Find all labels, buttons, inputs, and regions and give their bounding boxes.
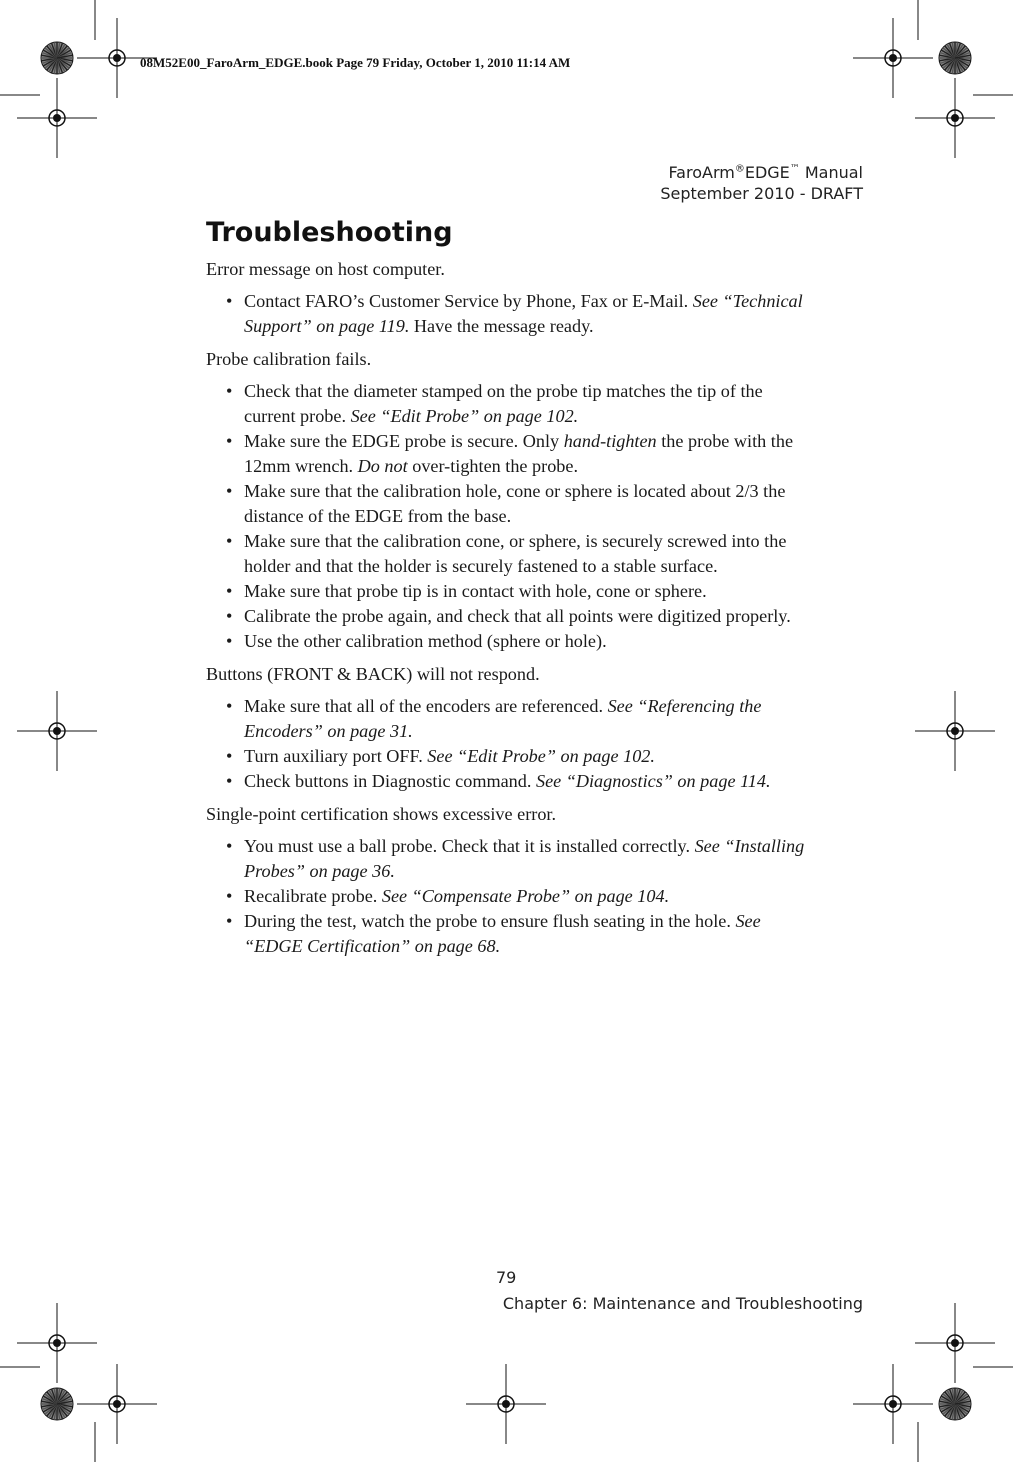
chapter-footer: Chapter 6: Maintenance and Troubleshooting [502, 1294, 863, 1313]
item-text: over-tighten the probe. [407, 456, 579, 476]
bullet-icon: • [226, 531, 233, 551]
cross-reference: See “Edit Probe” on page 102. [350, 406, 579, 426]
solution-item [206, 834, 816, 884]
emphasis-text: hand-tighten [563, 431, 657, 451]
solution-item [206, 884, 816, 909]
color-bar-star-icon [939, 42, 971, 74]
cross-reference: See “Referencing the Encoders” on page 31. [244, 696, 762, 741]
problem-statement: Single-point certification shows excessive error. [206, 804, 557, 824]
item-text: the probe with the 12mm wrench. [244, 431, 794, 476]
date-line: September 2010 - DRAFT [660, 184, 863, 203]
bullet-icon: • [226, 431, 233, 451]
cross-reference: See “Edit Probe” on page 102. [427, 746, 655, 766]
solution-item [206, 429, 816, 479]
problem-statement: Error message on host computer. [206, 259, 445, 279]
item-text: Make sure the EDGE probe is secure. Only [244, 431, 564, 451]
item-text: During the test, watch the probe to ensure flush seating in the hole. [244, 911, 736, 931]
solution-item [206, 379, 816, 429]
solution-list [206, 289, 816, 339]
page-header [660, 162, 863, 204]
bullet-icon: • [226, 911, 233, 931]
emphasis-text: Do not [357, 456, 408, 476]
manual-title [660, 162, 863, 183]
item-text: Use the other calibration method (sphere or hole). [244, 631, 607, 651]
solution-item [206, 629, 816, 654]
cross-reference: See “EDGE Certification” on page 68. [244, 911, 761, 956]
item-text: Make sure that the calibration cone, or sphere, is securely screwed into the holder and that the holder is securely fastened to a stable surface. [244, 531, 787, 576]
bullet-icon: • [226, 771, 233, 791]
item-text: Calibrate the probe again, and check that all points were digitized properly. [244, 606, 791, 626]
solution-item [206, 289, 816, 339]
item-text: Check buttons in Diagnostic command. [244, 771, 536, 791]
bullet-icon: • [226, 481, 233, 501]
model-name: EDGE [744, 163, 790, 182]
item-text: Make sure that the calibration hole, cone or sphere is located about 2/3 the distance of the EDGE from the base. [244, 481, 786, 526]
cross-reference: See “Technical Support” on page 119. [244, 291, 803, 336]
item-text: Contact FARO’s Customer Service by Phone, Fax or E-Mail. [244, 291, 693, 311]
item-text: You must use a ball probe. Check that it is installed correctly. [244, 836, 695, 856]
problem-statement: Buttons (FRONT & BACK) will not respond. [206, 664, 540, 684]
solution-item [206, 909, 816, 959]
cross-reference: See “Installing Probes” on page 36. [244, 836, 805, 881]
bullet-icon: • [226, 886, 233, 906]
bullet-icon: • [226, 581, 233, 601]
bullet-icon: • [226, 631, 233, 651]
bullet-icon: • [226, 606, 233, 626]
solution-item [206, 529, 816, 579]
item-text: Make sure that all of the encoders are referenced. [244, 696, 608, 716]
solution-list [206, 694, 816, 794]
bullet-icon: • [226, 836, 233, 856]
solution-item [206, 604, 816, 629]
product-name: FaroArm [668, 163, 735, 182]
item-text: Recalibrate probe. [244, 886, 382, 906]
page-title: Troubleshooting [206, 217, 453, 248]
solution-item [206, 479, 816, 529]
bullet-icon: • [226, 696, 233, 716]
item-text: Turn auxiliary port OFF. [244, 746, 428, 766]
cross-reference: See “Compensate Probe” on page 104. [381, 886, 670, 906]
bullet-icon: • [226, 291, 233, 311]
color-bar-star-icon [41, 42, 73, 74]
solution-item [206, 744, 816, 769]
troubleshooting-content [206, 257, 816, 967]
color-bar-star-icon [939, 1388, 971, 1420]
item-text: Have the message ready. [409, 316, 594, 336]
problem-statement: Probe calibration fails. [206, 349, 372, 369]
solution-list [206, 379, 816, 654]
doc-type: Manual [799, 163, 863, 182]
solution-item [206, 769, 816, 794]
solution-item [206, 579, 816, 604]
registered-mark: ® [734, 163, 745, 175]
item-text: Check that the diameter stamped on the probe tip matches the tip of the current probe. [244, 381, 763, 426]
print-slug: 08M52E00_FaroArm_EDGE.book Page 79 Friday, October 1, 2010 11:14 AM [140, 55, 571, 70]
item-text: Make sure that probe tip is in contact with hole, cone or sphere. [244, 581, 707, 601]
bullet-icon: • [226, 746, 233, 766]
solution-list [206, 834, 816, 959]
solution-item [206, 694, 816, 744]
page-number: 79 [496, 1268, 517, 1287]
bullet-icon: • [226, 381, 233, 401]
trademark-mark: ™ [789, 163, 800, 175]
cross-reference: See “Diagnostics” on page 114. [535, 771, 771, 791]
color-bar-star-icon [41, 1388, 73, 1420]
